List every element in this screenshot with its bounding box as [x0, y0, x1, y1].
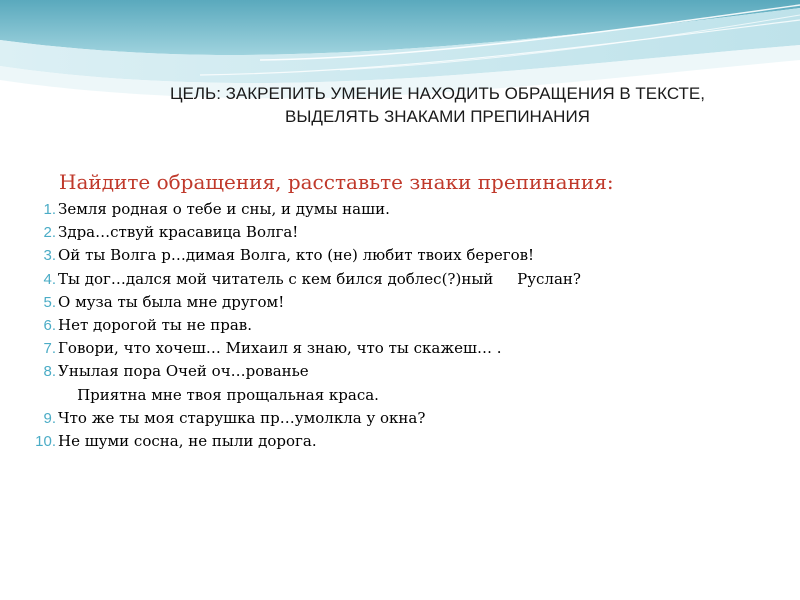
item-text: Приятна мне твоя прощальная краса.: [58, 385, 379, 404]
item-text: Говори, что хочеш… Михаил я знаю, что ты скажеш… .: [58, 339, 502, 358]
list-item: [0, 198, 790, 221]
item-text: Ой ты Волга р…димая Волга, кто (не) любит твоих берегов!: [58, 246, 535, 265]
item-text: Что же ты моя старушка пр…умолкла у окна?: [58, 408, 426, 427]
item-text: Не шуми сосна, не пыли дорога.: [58, 431, 317, 450]
item-text: Земля родная о тебе и сны, и думы наши.: [58, 200, 390, 218]
list-item: [0, 360, 790, 383]
list-item: [0, 337, 790, 360]
lesson-objective: [85, 82, 790, 128]
item-number: 4.: [43, 270, 56, 288]
list-item-continuation: [0, 384, 790, 407]
item-number: 10.: [35, 432, 56, 450]
item-number: 1.: [43, 201, 56, 218]
item-number: 3.: [43, 247, 56, 265]
item-number: 9.: [43, 409, 56, 427]
item-text: Здра…ствуй красавица Волга!: [58, 223, 299, 242]
list-item: [0, 407, 790, 430]
item-text: Нет дорогой ты не прав.: [58, 315, 252, 334]
item-number: 5.: [43, 293, 56, 311]
list-item: [0, 268, 790, 291]
exercise-list: [0, 198, 790, 453]
list-item: [0, 430, 790, 453]
item-text: О муза ты была мне другом!: [58, 292, 285, 311]
list-item: [0, 244, 790, 267]
objective-line-2: ВЫДЕЛЯТЬ ЗНАКАМИ ПРЕПИНАНИЯ: [285, 107, 590, 126]
item-text: Ты дог…дался мой читатель с кем бился доблес(?)ный Руслан?: [58, 269, 581, 288]
task-heading: Найдите обращения, расставьте знаки препинания:: [59, 170, 614, 194]
list-item: [0, 291, 790, 314]
item-number: 7.: [43, 340, 56, 358]
objective-line-1: ЦЕЛЬ: ЗАКРЕПИТЬ УМЕНИЕ НАХОДИТЬ ОБРАЩЕНИЯ В ТЕКСТЕ,: [169, 84, 705, 103]
list-item: [0, 221, 790, 244]
item-number: 6.: [43, 316, 56, 334]
item-number: 2.: [43, 224, 56, 242]
item-number: 8.: [43, 363, 56, 381]
item-text: Унылая пора Очей оч…рованье: [58, 362, 309, 381]
list-item: [0, 314, 790, 337]
